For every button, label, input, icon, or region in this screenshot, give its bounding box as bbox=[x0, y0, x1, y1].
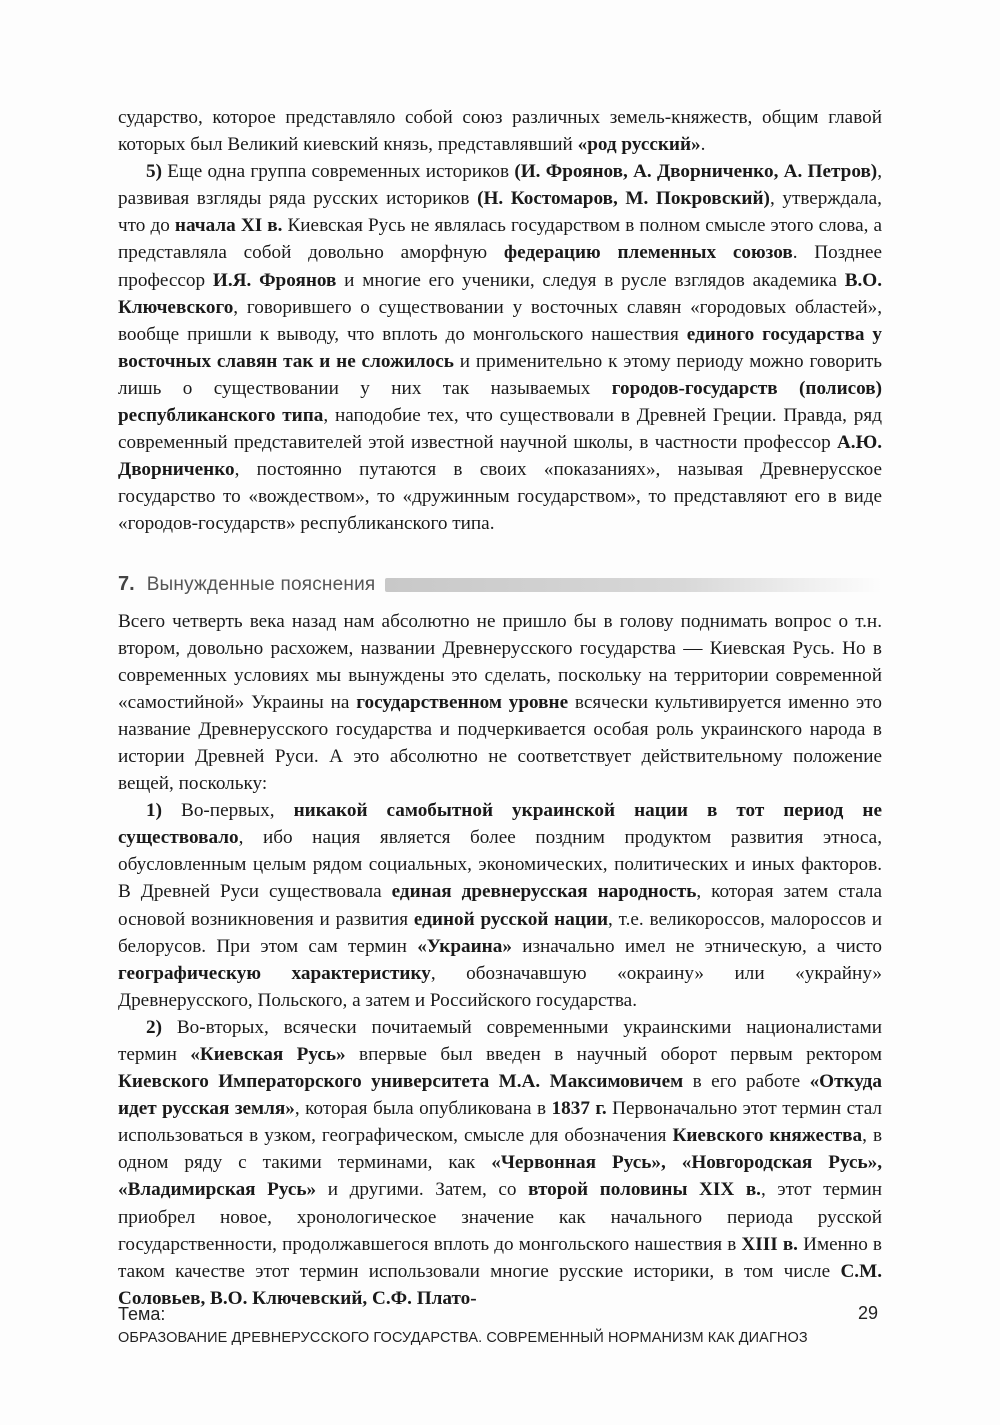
footer-topic-label: Тема: bbox=[118, 1304, 166, 1324]
bold-text-run: федерацию племенных союзов bbox=[503, 242, 793, 264]
page-footer bbox=[118, 1303, 882, 1349]
bold-text-run: В.О. Ключевского bbox=[118, 269, 883, 318]
bold-text-run: И.Я. Фроянов bbox=[212, 269, 337, 291]
bold-text-run: единая древнерусская народность bbox=[391, 881, 697, 903]
text-run: , развивая взгляды ряда русских историков bbox=[118, 161, 882, 210]
bold-text-run: Киевского княжества bbox=[672, 1125, 863, 1147]
bold-text-run: 5) bbox=[146, 161, 162, 183]
section-title: Вынужденные пояснения bbox=[146, 573, 376, 595]
bold-text-run: (И. Фроянов, А. Дворниченко, А. Петров) bbox=[514, 161, 878, 183]
paragraph bbox=[118, 158, 882, 537]
main-text bbox=[118, 104, 882, 1312]
text-run: , наподобие тех, что существовали в Древней Греции. Правда, ряд современный представителей этой известной научной школы, в частности профессор bbox=[118, 405, 882, 454]
section-decorative-rule bbox=[385, 578, 882, 592]
text-run: , говорившего о существовании у восточных славян «городовых областей», вообще пришли к выводу, что вплоть до монгольского нашествия bbox=[118, 296, 882, 345]
bold-text-run: государственном уровне bbox=[356, 691, 569, 713]
bold-text-run: второй половины XIX в. bbox=[528, 1179, 761, 1201]
bold-text-run: «Червонная Русь», «Новгородская Русь», «Владимирская Русь» bbox=[118, 1152, 882, 1201]
text-run: сударство, которое представляло собой союз различных земель-княжеств, общим главой которых был Великий киевский князь, представлявший bbox=[118, 107, 882, 156]
bold-text-run: А.Ю. Дворниченко bbox=[118, 432, 882, 481]
section-spacer bbox=[118, 538, 882, 568]
paragraphs-before-section bbox=[118, 104, 882, 538]
text-run: , ибо нация является более поздним продуктом развития этноса, обусловленным целым рядом социальных, экономических, политических и иных факторов. В Древней Руси существовала bbox=[118, 827, 882, 903]
bold-text-run: никакой самобытной украинской нации в тот период не существовало bbox=[118, 800, 882, 849]
section-heading bbox=[118, 568, 882, 602]
paragraph bbox=[118, 608, 882, 798]
text-run: , т.е. великороссов, малороссов и белорусов. При этом сам термин bbox=[118, 908, 883, 957]
bold-text-run: «Украина» bbox=[417, 935, 512, 957]
text-run: Во-вторых, всячески почитаемый современными украинскими националистами термин bbox=[118, 1016, 882, 1065]
text-run: , обозначавшую «окраину» или «украйну» Древнерусского, Польского, а затем и Российского государства. bbox=[118, 962, 882, 1011]
text-run: и другими. Затем, со bbox=[316, 1179, 529, 1201]
text-run: , утверждала, что до bbox=[118, 188, 882, 237]
paragraph bbox=[118, 1014, 882, 1312]
bold-text-run: 1837 г. bbox=[551, 1098, 607, 1120]
bold-text-run: «Киевская Русь» bbox=[190, 1044, 346, 1065]
text-run: . Позднее профессор bbox=[118, 242, 882, 291]
bold-text-run: начала XI в. bbox=[174, 215, 283, 237]
text-run: Всего четверть века назад нам абсолютно не пришло бы в голову поднимать вопрос о т.н. втором, довольно расхожем, названии Древнерусского государства — Киевская Русь. Но в современных условиях мы вынуждены это сделать, поскольку на территории современной «самостийной» Украины на bbox=[118, 610, 882, 713]
text-run: в его работе bbox=[683, 1071, 810, 1093]
bold-text-run: «род русский» bbox=[577, 134, 701, 156]
text-run: , этот термин приобрел новое, хронологическое значение как начального периода русской государственности, продолжавшегося вплоть до монгольского нашествия в bbox=[118, 1179, 882, 1255]
text-run: Именно в таком качестве этот термин использовали многие русские историки, в том числе bbox=[118, 1233, 882, 1282]
bold-text-run: 2) bbox=[146, 1016, 162, 1038]
bold-text-run: С.М. Соловьев, В.О. Ключевский, С.Ф. Плато- bbox=[118, 1260, 882, 1309]
bold-text-run: Киевского Императорского университета М.А. Максимовичем bbox=[118, 1071, 684, 1093]
text-run: и применительно к этому периоду можно говорить лишь о существовании у них так называемых bbox=[118, 350, 882, 399]
bold-text-run: единого государства у восточных славян так и не сложилось bbox=[118, 323, 882, 372]
section-number: 7. bbox=[118, 572, 135, 595]
text-run: , в одном ряду с такими терминами, как bbox=[118, 1125, 883, 1174]
page-number: 29 bbox=[857, 1303, 878, 1323]
text-run: Киевская Русь не являлась государством в полном смысле этого слова, а представляла собой довольно аморфную bbox=[118, 215, 882, 264]
text-run: изначально имел не этническую, а чисто bbox=[511, 935, 882, 957]
paragraph bbox=[118, 797, 882, 1014]
paragraphs-after-section bbox=[118, 608, 882, 1312]
text-run: Во-первых, bbox=[161, 800, 294, 822]
bold-text-run: (Н. Костомаров, М. Покровский) bbox=[477, 188, 770, 210]
bold-text-run: единой русской нации bbox=[413, 908, 609, 930]
bold-text-run: географическую характеристику bbox=[118, 962, 431, 984]
text-run: , постоянно путаются в своих «показаниях», называя Древнерусское государство то «вождеством», то «дружинным государством», то представляют его в виде «городов-государств» республиканского типа. bbox=[118, 459, 882, 535]
bold-text-run: XIII в. bbox=[741, 1233, 798, 1255]
text-run: и многие его ученики, следуя в русле взглядов академика bbox=[336, 269, 845, 291]
text-run: впервые был введен в научный оборот первым ректором bbox=[345, 1044, 882, 1065]
text-run: , которая была опубликована в bbox=[294, 1098, 552, 1120]
bold-text-run: «Откуда идет русская земля» bbox=[118, 1071, 882, 1120]
bold-text-run: городов-государств (полисов) республиканского типа bbox=[118, 377, 883, 427]
text-run: всячески культивируется именно это название Древнерусского государства и подчеркивается особая роль украинского народа в истории Древней Руси. А это абсолютно не соответствует действительному положение вещей, поскольку: bbox=[118, 691, 882, 795]
text-run: . bbox=[700, 134, 706, 156]
text-run: Первоначально этот термин стал использоваться в узком, географическом, смысле для обозначения bbox=[118, 1098, 882, 1147]
footer-topic-text: ОБРАЗОВАНИЕ ДРЕВНЕРУССКОГО ГОСУДАРСТВА. СОВРЕМЕННЫЙ НОРМАНИЗМ КАК ДИАГНОЗ bbox=[118, 1330, 808, 1346]
paragraph bbox=[118, 104, 882, 158]
text-run: , которая затем стала основой возникновения и развития bbox=[118, 881, 882, 930]
bold-text-run: 1) bbox=[146, 800, 162, 822]
text-run: Еще одна группа современных историков bbox=[161, 161, 515, 183]
